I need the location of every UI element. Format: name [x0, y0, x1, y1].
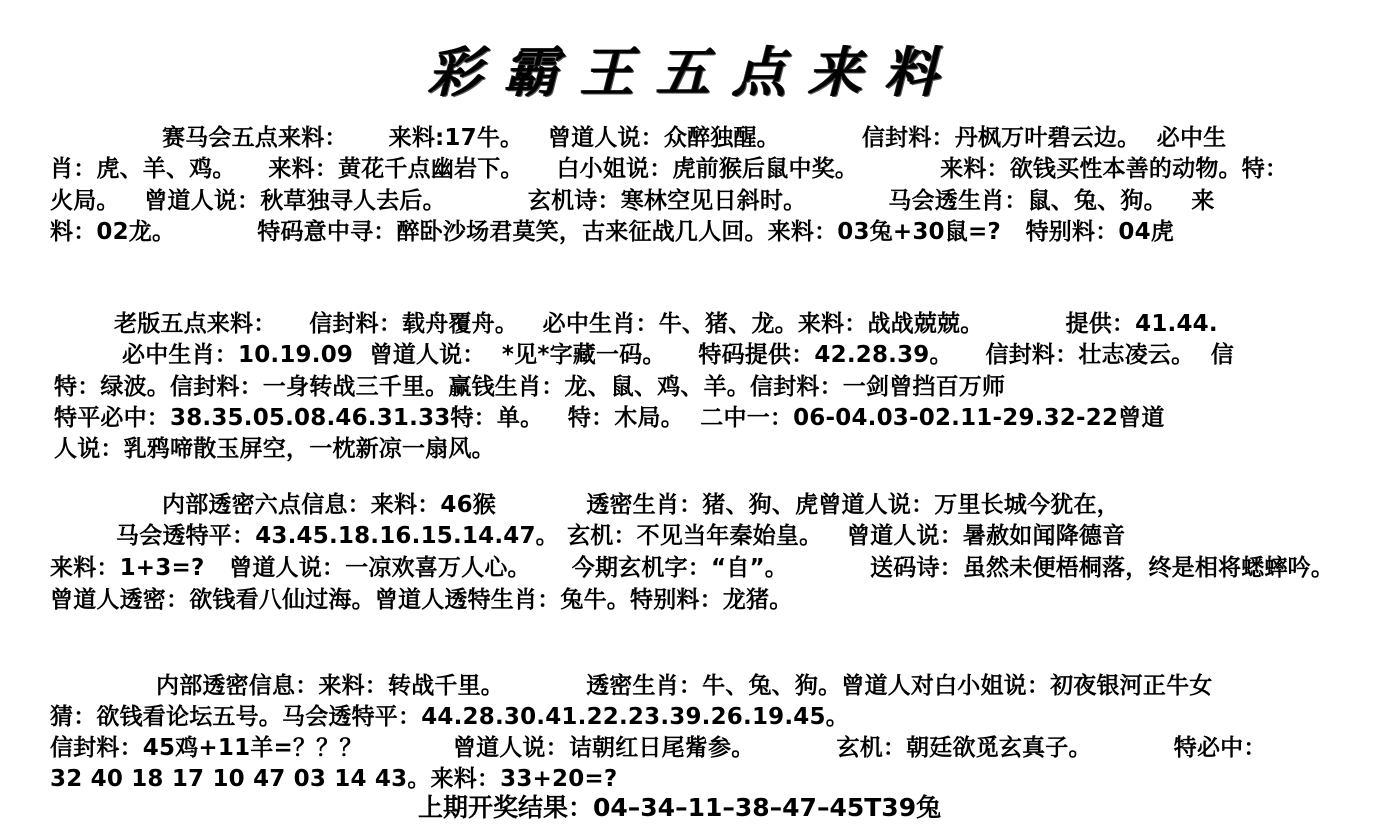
text-line: 内部透密六点信息：来料：46猴 透密生肖：猪、狗、虎曾道人说：万里长城今犹在， — [162, 492, 1120, 518]
text-line: 肖：虎、羊、鸡。 来料：黄花千点幽岩下。 白小姐说：虎前猴后鼠中奖。 来料：欲钱买性本善的动物。特： — [50, 156, 1289, 182]
text-line: 32 40 18 17 10 47 03 14 43。来料：33+20=? — [50, 766, 618, 792]
text-line: 猜：欲钱看论坛五号。马会透特平：44.28.30.41.22.23.39.26.19.45。 — [50, 704, 849, 730]
text-line: 曾道人透密：欲钱看八仙过海。曾道人透特生肖：兔牛。特别料：龙猪。 — [50, 587, 793, 613]
text-line: 来料：1+3=? 曾道人说：一凉欢喜万人心。 今期玄机字：“自”。 送码诗：虽然未便梧桐落，终是相将蟋蟀吟。 — [50, 555, 1335, 581]
text-line: 特：绿波。信封料：一身转战三千里。赢钱生肖：龙、鼠、鸡、羊。信封料：一剑曾挡百万师 — [54, 374, 1006, 400]
text-line: 特平必中：38.35.05.08.46.31.33特：单。 特：木局。 二中一：06-04.03-02.11-29.32-22曾道 — [54, 405, 1165, 431]
text-line: 人说：乳鸦啼散玉屏空，一枕新凉一扇风。 — [54, 436, 495, 462]
text-line: 必中生肖：10.19.09 曾道人说： *见*字藏一码。 特码提供：42.28.39。 信封料：壮志凌云。 信 — [122, 342, 1234, 368]
text-line: 内部透密信息：来料：转战千里。 透密生肖：牛、兔、狗。曾道人对白小姐说：初夜银河正牛女 — [156, 673, 1213, 699]
text-line: 信封料：45鸡+11羊=？？？ 曾道人说：诘朝红日尾觜参。 玄机：朝廷欲觅玄真子。 特必中： — [50, 735, 1267, 761]
text-line: 老版五点来料： 信封料：载舟覆舟。 必中生肖：牛、猪、龙。来料：战战兢兢。 提供：41.44. — [114, 311, 1218, 337]
text-line: 赛马会五点来料： 来料:17牛。 曾道人说：众醉独醒。 信封料：丹枫万叶碧云边。 必中生 — [162, 125, 1227, 151]
previous-draw-result: 上期开奖结果：04–34–11–38–47–45T39兔 — [418, 793, 942, 822]
text-line: 料：02龙。 特码意中寻：醉卧沙场君莫笑，古来征战几人回。来料：03兔+30鼠=? 特别料：04虎 — [50, 219, 1175, 245]
page-title: 彩霸王五点来料 — [428, 40, 960, 104]
text-line: 马会透特平：43.45.18.16.15.14.47。 玄机：不见当年秦始皇。 曾道人说：暑赦如闻降德音 — [116, 523, 1126, 549]
text-line: 火局。 曾道人说：秋草独寻人去后。 玄机诗：寒林空见日斜时。 马会透生肖：鼠、兔、狗。 来 — [50, 188, 1215, 214]
